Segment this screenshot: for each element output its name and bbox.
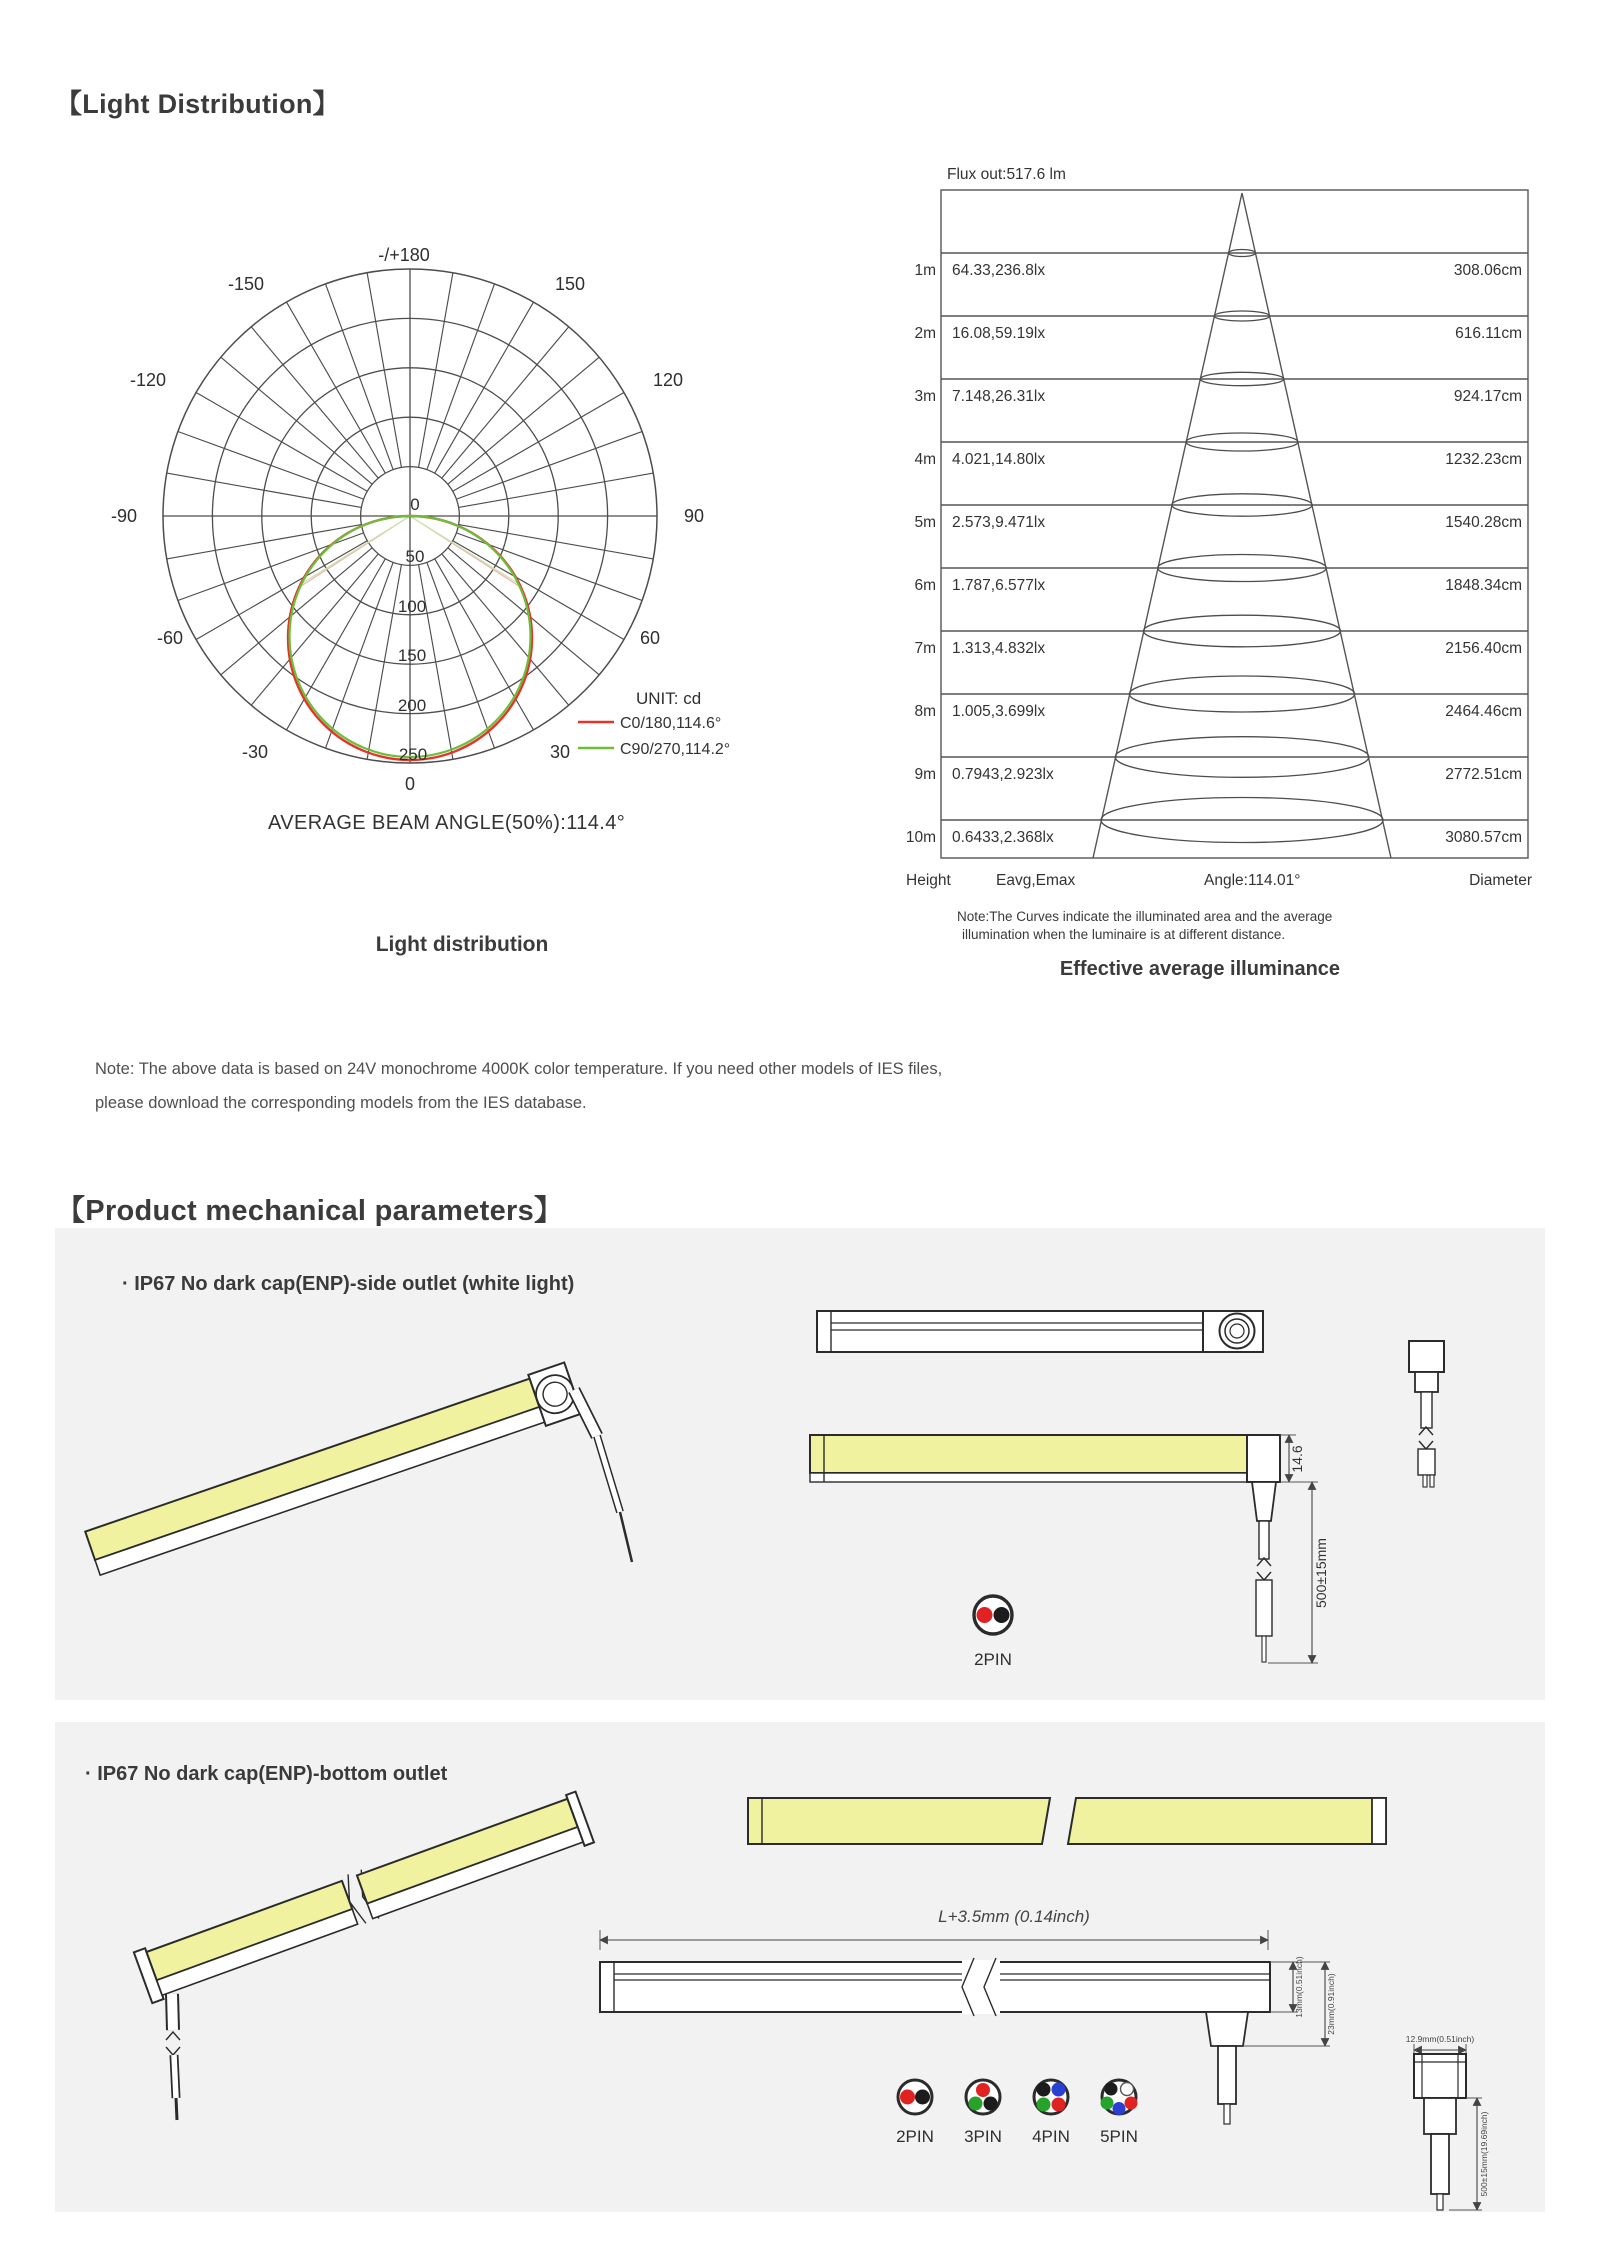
row-height-label: 10m	[905, 829, 936, 846]
radial-label-0: 0	[410, 495, 420, 514]
average-beam-angle-text: AVERAGE BEAM ANGLE(50%):114.4°	[268, 812, 626, 834]
pin-dot-green	[1037, 2098, 1051, 2112]
row-height-label: 7m	[914, 640, 936, 657]
dim-length-label: L+3.5mm (0.14inch)	[938, 1907, 1090, 1926]
top-view-drawing	[817, 1311, 1263, 1352]
table-row	[914, 451, 1522, 468]
row-height-label: 8m	[914, 703, 936, 720]
pin-label-4pin: 4PIN	[1032, 2127, 1070, 2146]
row-eavg-value: 0.6433,2.368lx	[952, 829, 1054, 846]
panel-side-outlet	[55, 1228, 1545, 1700]
angle-label-60: 60	[639, 628, 661, 648]
polar-chart-caption: Light distribution	[375, 933, 549, 956]
legend-label-c90: C90/270,114.2°	[620, 741, 731, 758]
row-diameter-value: 2156.40cm	[1445, 640, 1522, 657]
pin-icon-4pin	[1034, 2080, 1068, 2114]
radial-label-100: 100	[397, 597, 427, 616]
radial-label-200: 200	[397, 696, 427, 715]
row-diameter-value: 1540.28cm	[1445, 514, 1522, 531]
pin-dot-blue	[1113, 2102, 1126, 2115]
table-row	[914, 640, 1522, 657]
panel-bottom-outlet-title: · IP67 No dark cap(ENP)-bottom outlet	[85, 1763, 448, 1785]
illuminance-note-line2: illumination when the luminaire is at different distance.	[962, 927, 1286, 942]
row-height-label: 1m	[914, 262, 936, 279]
light-cone	[1093, 193, 1391, 858]
row-eavg-value: 0.7943,2.923lx	[952, 766, 1054, 783]
table-row	[906, 829, 1522, 846]
illuminance-table-rows	[906, 262, 1522, 846]
dim-cable-label: 500±15mm	[1313, 1538, 1329, 1608]
row-eavg-value: 1.313,4.832lx	[952, 640, 1046, 657]
illuminance-note-line1: Note:The Curves indicate the illuminated area and the average	[957, 909, 1333, 924]
footer-eavg-emax: Eavg,Emax	[996, 872, 1076, 889]
table-row	[914, 325, 1522, 342]
table-row	[914, 262, 1522, 279]
row-diameter-value: 616.11cm	[1455, 325, 1522, 342]
footnote-line2: please download the corresponding models from the IES database.	[95, 1094, 587, 1112]
effective-illuminance-chart	[880, 150, 1560, 990]
angle-label-0: 0	[404, 774, 416, 794]
row-height-label: 2m	[914, 325, 936, 342]
pin-dot-green	[1101, 2097, 1114, 2110]
table-row	[914, 766, 1522, 783]
panel-side-outlet-title: · IP67 No dark cap(ENP)-side outlet (white light)	[122, 1273, 575, 1295]
pin-icon-5pin	[1101, 2080, 1138, 2115]
row-diameter-value: 1848.34cm	[1445, 577, 1522, 594]
polar-radial-labels	[398, 495, 427, 764]
flux-out-label: Flux out:517.6 lm	[947, 166, 1066, 183]
pin-dot-red	[1125, 2097, 1138, 2110]
row-height-label: 3m	[914, 388, 936, 405]
row-eavg-value: 16.08,59.19lx	[952, 325, 1046, 342]
pin-icon-2pin	[974, 1596, 1012, 1634]
pin-dot-green	[969, 2097, 983, 2111]
row-eavg-value: 1.005,3.699lx	[952, 703, 1046, 720]
footer-angle: Angle:114.01°	[1204, 872, 1301, 889]
pin-dot-white	[1121, 2083, 1134, 2096]
row-height-label: 6m	[914, 577, 936, 594]
dim-profile-height-label: 23mm(0.91inch)	[1326, 1973, 1336, 2035]
radial-label-150: 150	[397, 646, 427, 665]
footnote-line1: Note: The above data is based on 24V monochrome 4000K color temperature. If you need other models of IES files,	[95, 1060, 943, 1078]
pin-label-3pin: 3PIN	[964, 2127, 1002, 2146]
pin-dot-red	[976, 2083, 990, 2097]
pin-dot-blue	[1052, 2083, 1066, 2097]
angle-label-minus120: -120	[129, 370, 167, 390]
radial-label-50: 50	[405, 547, 425, 566]
row-diameter-value: 3080.57cm	[1445, 829, 1522, 846]
row-height-label: 9m	[914, 766, 936, 783]
row-height-label: 4m	[914, 451, 936, 468]
legend-label-c0: C0/180,114.6°	[620, 715, 722, 732]
pin-icon-2pin	[898, 2080, 932, 2114]
pin-dot-red	[977, 1607, 993, 1623]
pin-dot-red	[900, 2090, 915, 2105]
row-diameter-value: 2464.46cm	[1445, 703, 1522, 720]
footnote	[95, 1052, 1315, 1120]
illuminance-footer	[906, 872, 1532, 889]
dim-end-cable-label: 500±15mm(19.69inch)	[1479, 2111, 1489, 2197]
angle-label-minus150: -150	[227, 274, 265, 294]
pin-dot-black	[915, 2090, 930, 2105]
section-title-mechanical-parameters: 【Product mechanical parameters】	[56, 1195, 564, 1227]
dim-end-width-label: 12.9mm(0.51inch)	[1405, 2034, 1475, 2044]
pin-dot-black	[984, 2097, 998, 2111]
angle-label-90: 90	[683, 506, 705, 526]
polar-legend	[578, 689, 730, 758]
pin-dot-black	[1105, 2083, 1118, 2096]
angle-label-minus90: -90	[110, 506, 138, 526]
row-eavg-value: 4.021,14.80lx	[952, 451, 1046, 468]
angle-label-minus60: -60	[156, 628, 184, 648]
panel-background	[55, 1228, 1545, 1700]
radial-label-250: 250	[398, 745, 428, 764]
angle-label-120: 120	[652, 370, 684, 390]
table-row	[914, 514, 1522, 531]
pin-label-5pin: 5PIN	[1100, 2127, 1138, 2146]
angle-label-180: -/+180	[378, 245, 430, 265]
pin-dot-red	[1052, 2098, 1066, 2112]
row-diameter-value: 308.06cm	[1453, 262, 1522, 279]
angle-label-150: 150	[554, 274, 586, 294]
panel-bottom-outlet	[55, 1722, 1545, 2212]
pin-label-2pin: 2PIN	[974, 1650, 1012, 1669]
section-title-light-distribution: 【Light Distribution】	[55, 89, 340, 119]
row-diameter-value: 924.17cm	[1453, 388, 1522, 405]
footer-height: Height	[906, 872, 951, 889]
table-row	[914, 388, 1522, 405]
pin-label-2pin: 2PIN	[896, 2127, 934, 2146]
pin-dot-black	[994, 1607, 1010, 1623]
angle-label-30: 30	[549, 742, 571, 762]
dim-depth-label: 13mm(0.51inch)	[1294, 1956, 1304, 2018]
pin-dot-black	[1037, 2083, 1051, 2097]
dim-height-label: 14.6	[1289, 1445, 1305, 1473]
table-row	[914, 577, 1522, 594]
pin-icon-3pin	[966, 2080, 1000, 2114]
angle-label-minus30: -30	[241, 742, 269, 762]
row-eavg-value: 7.148,26.31lx	[952, 388, 1046, 405]
illuminance-caption: Effective average illuminance	[1059, 958, 1341, 980]
row-diameter-value: 1232.23cm	[1445, 451, 1522, 468]
row-eavg-value: 2.573,9.471lx	[952, 514, 1046, 531]
legend-unit: UNIT: cd	[636, 689, 702, 708]
row-height-label: 5m	[914, 514, 936, 531]
polar-light-distribution-chart	[60, 140, 780, 970]
row-eavg-value: 64.33,236.8lx	[952, 262, 1046, 279]
row-diameter-value: 2772.51cm	[1445, 766, 1522, 783]
footer-diameter: Diameter	[1469, 872, 1532, 889]
row-eavg-value: 1.787,6.577lx	[952, 577, 1046, 594]
